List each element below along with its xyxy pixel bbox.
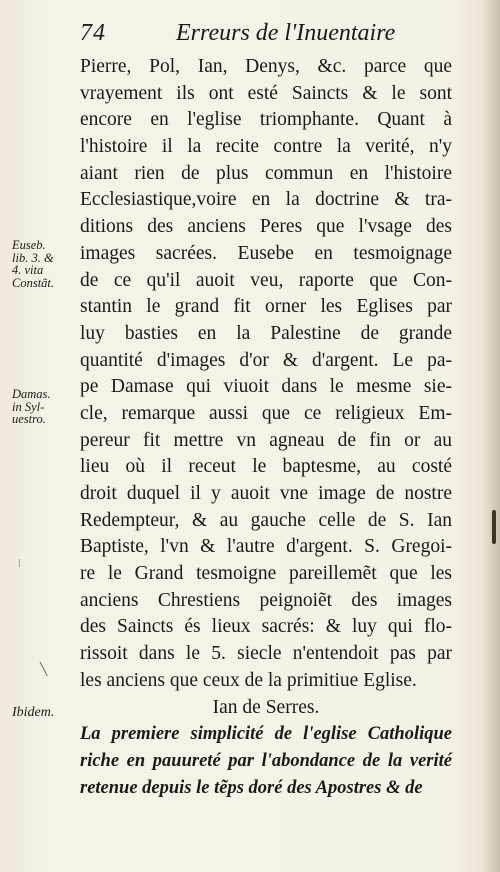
margin-note-line: Euseb.	[12, 238, 46, 252]
text-line: Baptiste, l'vn & l'autre d'argent. S. Gregoi-	[80, 536, 452, 558]
text-line: pe Damase qui viuoit dans le mesme sie-	[80, 376, 452, 398]
margin-note-line: Ibidem.	[12, 705, 55, 720]
text-line: rissoit dans le 5. siecle n'entendoit pas par	[80, 643, 452, 665]
running-title: Erreurs de l'Inuentaire	[176, 20, 396, 46]
body-text	[80, 54, 452, 801]
text-line: vrayement ils ont esté Saincts & le sont	[80, 82, 452, 104]
margin-note-line: 4. vita	[12, 263, 44, 277]
margin-mark: ǀ	[18, 556, 21, 570]
text-line: aiant rien de plus commun en l'histoire	[80, 162, 452, 184]
text-line: encore en l'eglise triomphante. Quant à	[80, 109, 452, 131]
text-line: stantin le grand fit orner les Eglises par	[80, 296, 452, 318]
text-line: anciens Chrestiens peignoiẽt des images	[80, 589, 452, 611]
margin-note-ibidem	[12, 707, 72, 720]
text-line: pereur fit mettre vn agneau de fin or au	[80, 429, 452, 451]
margin-note-line: lib. 3. &	[12, 250, 54, 265]
text-line: cle, remarque aussi que ce religieux Em-	[80, 402, 452, 424]
text-line: les anciens que ceux de la primitiue Eglise.	[80, 669, 417, 691]
signature: Ian de Serres.	[212, 696, 320, 718]
margin-note-line: Damas.	[12, 387, 51, 401]
quote-line: La premiere simplicité de l'eglise Catholique	[80, 724, 452, 745]
text-line: Pierre, Pol, Ian, Denys, &c. parce que	[80, 56, 452, 77]
text-line: re le Grand tesmoigne pareillemẽt que les	[80, 563, 452, 585]
text-line: quantité d'images d'or & d'argent. Le pa-	[80, 349, 452, 371]
margin-mark: ╲	[40, 662, 48, 676]
margin-note-line: in Syl-	[12, 399, 45, 414]
quote-line: retenue depuis le tẽps doré des Apostres & de	[80, 777, 423, 798]
text-line: Ecclesiastique,voire en la doctrine & tra-	[80, 189, 452, 211]
page-gutter-shadow	[482, 0, 500, 872]
text-line: des Saincts és lieux sacrés: & luy qui flo-	[80, 616, 452, 638]
page-header	[80, 20, 480, 52]
text-line: images sacrées. Eusebe en tesmoignage	[80, 242, 452, 264]
text-line: droit duquel il y auoit vne image de nostre	[80, 483, 452, 504]
text-line: de ce qu'il auoit veu, raporte que Con-	[80, 269, 452, 291]
margin-note-line: uestro.	[12, 412, 46, 426]
text-line: luy basties en la Palestine de grande	[80, 322, 452, 344]
margin-note-line: Constãt.	[12, 275, 55, 290]
text-line: lieu où il receut le baptesme, au costé	[80, 456, 452, 478]
text-line: l'histoire il la recite contre la verité, n'y	[80, 136, 452, 158]
margin-note-damase	[12, 388, 72, 426]
quote-line: riche en pauureté par l'abondance de la verité	[80, 750, 452, 771]
margin-note-eusebe	[12, 239, 72, 289]
text-line: ditions des anciens Peres que l'vsage des	[80, 216, 452, 238]
text-line: Redempteur, & au gauche celle de S. Ian	[80, 509, 452, 531]
page-edge-mark	[492, 510, 496, 544]
page-number: 74	[80, 20, 106, 46]
